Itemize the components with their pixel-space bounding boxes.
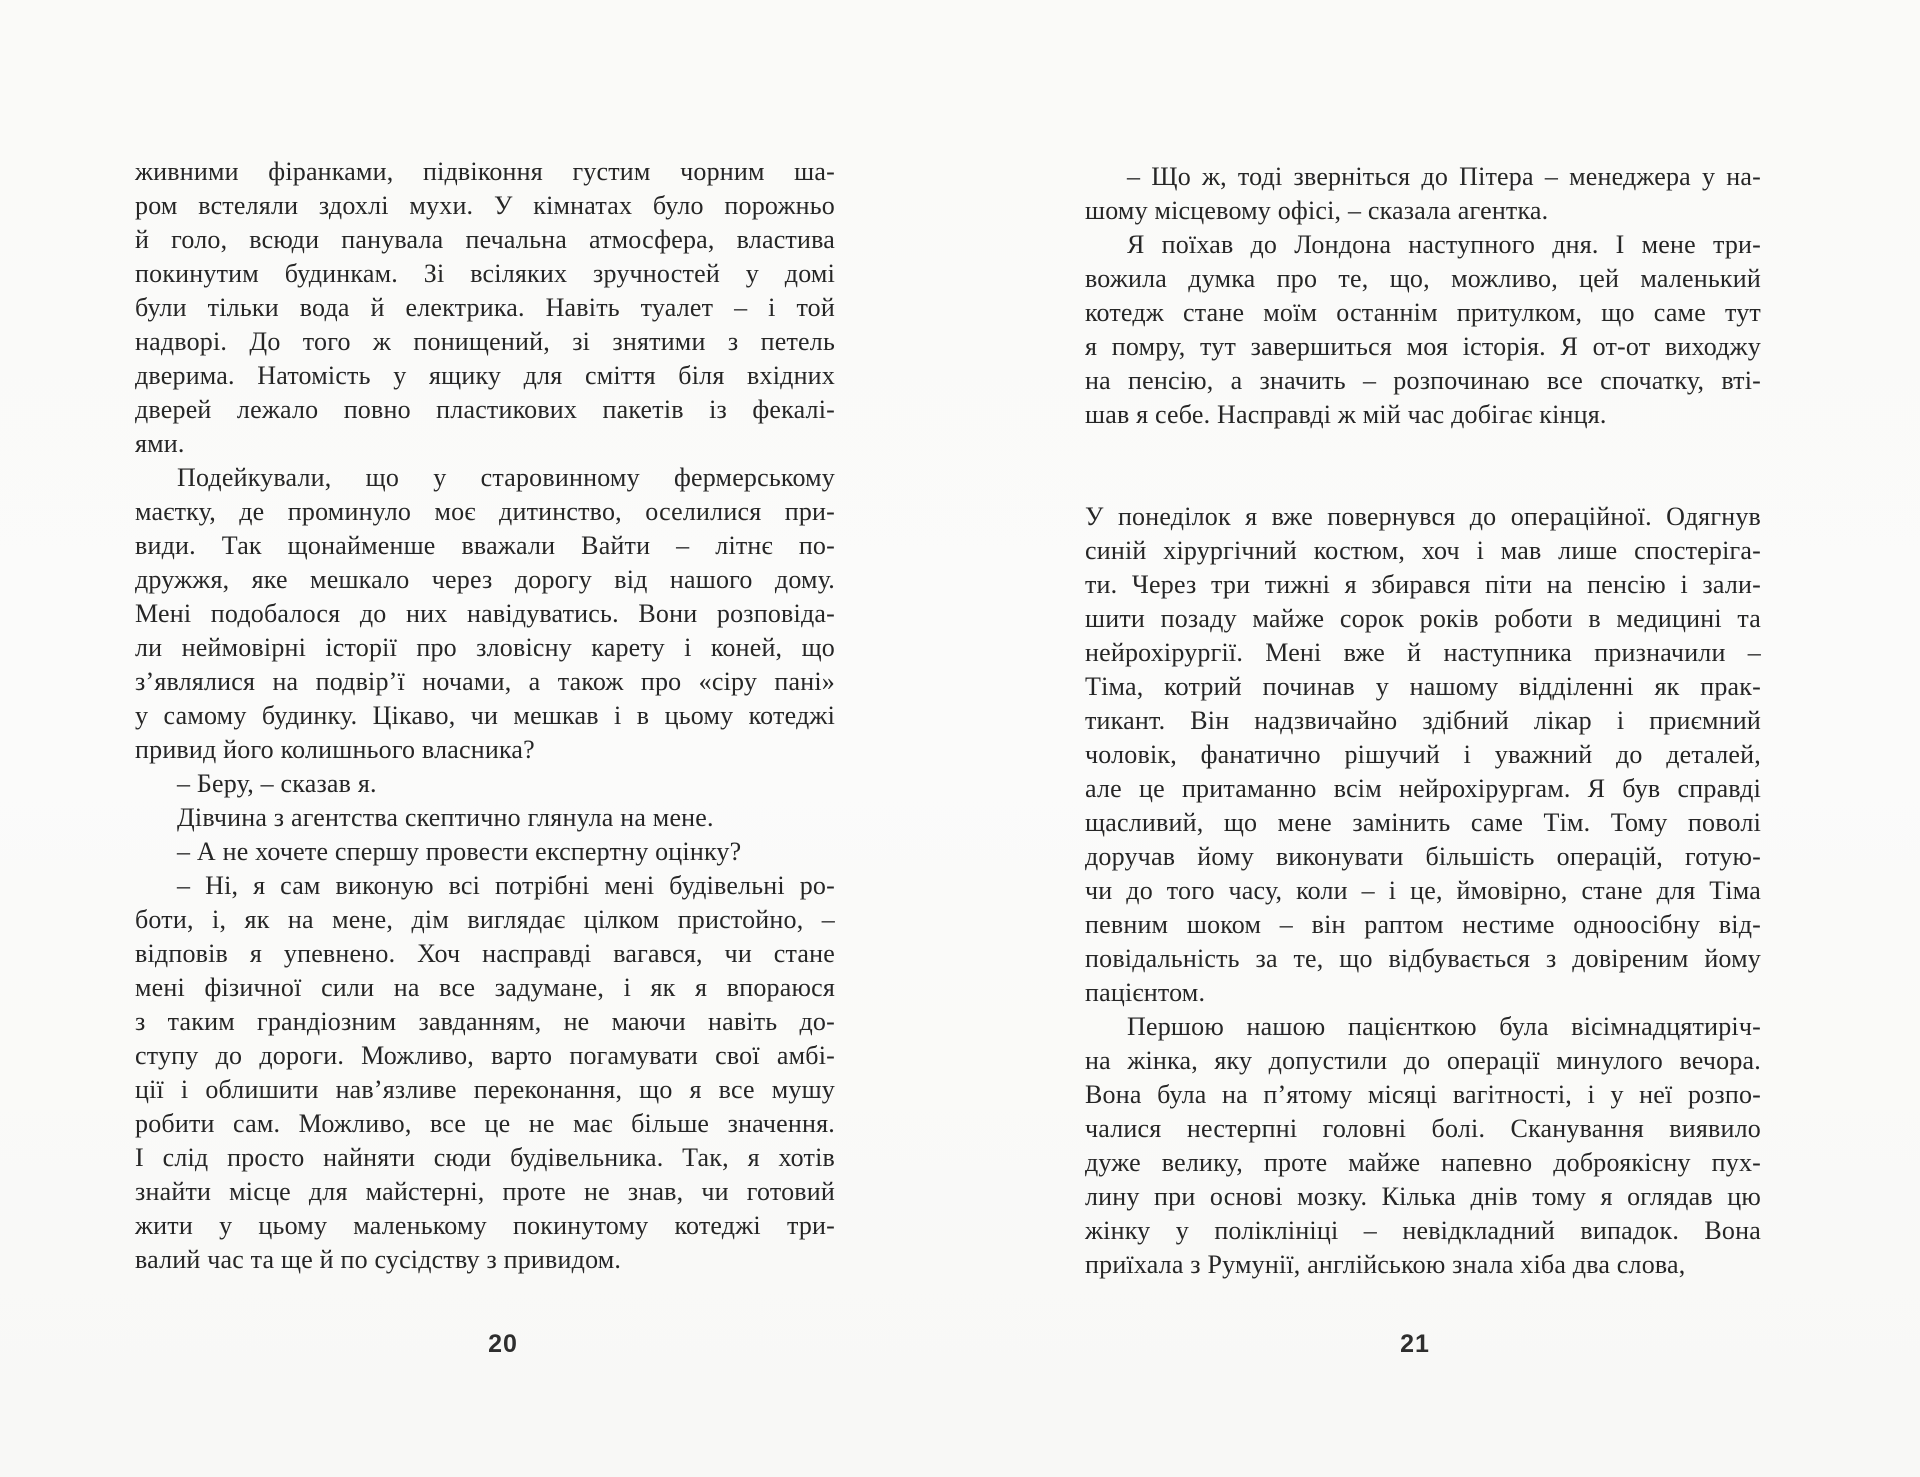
text-line: ти. Через три тижні я збирався піти на пенсію і зали- [1085,570,1761,599]
text-line: дуже велику, проте майже напевно доброякісну пух- [1085,1148,1761,1177]
text-line: нейрохірургії. Мені вже й наступника призначили – [1085,638,1761,667]
text-line: тикант. Він надзвичайно здібний лікар і приємний [1085,706,1761,735]
text-line: – Ні, я сам виконую всі потрібні мені будівельні ро- [177,871,835,900]
text-line: шити позаду майже сорок років роботи в медицині та [1085,604,1761,633]
text-line: І слід просто найняти сюди будівельника. Так, я хотів [135,1143,835,1172]
text-line: – Беру, – сказав я. [177,769,377,798]
text-line: Дівчина з агентства скептично глянула на мене. [177,803,714,832]
text-line: Тіма, котрий починав у нашому відділенні як прак- [1085,672,1761,701]
text-line: чи до того часу, коли – і це, ймовірно, стане для Тіма [1085,876,1761,905]
left-page-number: 20 [488,1330,518,1358]
text-line: я помру, тут завершиться моя історія. Я от-от виходжу [1085,332,1761,361]
text-line: ції і облишити нав’язливе переконання, що я все мушу [135,1075,835,1104]
text-line: привид його колишнього власника? [135,735,535,764]
text-line: – Що ж, тоді зверніться до Пітера – менеджера у на- [1127,162,1761,191]
text-line: відповів я упевнено. Хоч насправді вагався, чи стане [135,939,835,968]
text-line: приїхала з Румунії, англійською знала хіба два слова, [1085,1250,1686,1279]
text-line: дружжя, яке мешкало через дорогу від нашого дому. [135,565,835,594]
text-line: Подейкували, що у старовинному фермерському [177,463,835,492]
text-line: чоловік, фанатично рішучий і уважний до деталей, [1085,740,1761,769]
text-line: валий час та ще й по сусідству з привидом. [135,1245,622,1274]
text-line: доручав йому виконувати більшість операцій, готую- [1085,842,1761,871]
text-line: певним шоком – він раптом нестиме одноосібну від- [1085,910,1761,939]
text-line: – А не хочете спершу провести експертну оцінку? [177,837,742,866]
text-line: з таким грандіозним завданням, не маючи навіть до- [135,1007,835,1036]
text-line: робити сам. Можливо, все це не має більше значення. [135,1109,835,1138]
text-line: з’являлися на подвір’ї ночами, а також про «сіру пані» [135,667,835,696]
text-line: але це притаманно всім нейрохірургам. Я був справді [1085,774,1761,803]
text-line: на жінка, яку допустили до операції минулого вечора. [1085,1046,1761,1075]
text-line: чалися нестерпні головні болі. Сканування виявило [1085,1114,1761,1143]
text-line: дверима. Натомість у ящику для сміття біля вхідних [135,361,835,390]
right-page-number: 21 [1400,1330,1430,1358]
text-line: знайти місце для майстерні, проте не знав, чи готовий [135,1177,835,1206]
text-line: у самому будинку. Цікаво, чи мешкав і в цьому котеджі [135,701,835,730]
text-line: пацієнтом. [1085,978,1206,1007]
text-line: котедж стане моїм останнім притулком, що саме тут [1085,298,1761,327]
text-line: шав я себе. Насправді ж мій час добігає кінця. [1085,400,1607,429]
text-line: живними фіранками, підвіконня густим чорним ша- [135,157,835,186]
blank-line [1085,432,1761,466]
right-page-text [1085,160,1761,1282]
text-line: надворі. До того ж понищений, зі знятими з петель [135,327,835,356]
text-line: щасливий, що мене замінить саме Тім. Тому поволі [1085,808,1761,837]
text-line: ями. [135,429,185,458]
blank-line [1085,466,1761,500]
text-line: Вона була на п’ятому місяці вагітності, і у неї розпо- [1085,1080,1761,1109]
text-line: лину при основі мозку. Кілька днів тому я оглядав цю [1085,1182,1761,1211]
text-line: мені фізичної сили на все задумане, і як я впораюся [135,973,835,1002]
text-line: синій хірургічний костюм, хоч і мав лише спостеріга- [1085,536,1761,565]
text-line: Мені подобалося до них навідуватись. Вони розповіда- [135,599,835,628]
text-line: ступу до дороги. Можливо, варто погамувати свої амбі- [135,1041,835,1070]
text-line: й голо, всюди панувала печальна атмосфера, властива [135,225,835,254]
text-line: повідальність за те, що відбувається з довіреним йому [1085,944,1761,973]
text-line: У понеділок я вже повернувся до операційної. Одягнув [1085,502,1761,531]
text-line: Першою нашою пацієнткою була вісімнадцятиріч- [1127,1012,1761,1041]
text-line: жити у цьому маленькому покинутому котеджі три- [135,1211,835,1240]
text-line: на пенсію, а значить – розпочинаю все спочатку, вті- [1085,366,1761,395]
text-line: були тільки вода й електрика. Навіть туалет – і той [135,293,835,322]
text-line: ли неймовірні історії про зловісну карету і коней, що [135,633,835,662]
text-line: боти, і, як на мене, дім виглядає цілком пристойно, – [135,905,835,934]
left-page-text [135,155,835,1277]
text-line: покинутим будинкам. Зі всіляких зручностей у домі [135,259,835,288]
text-line: ром встеляли здохлі мухи. У кімнатах було порожньо [135,191,835,220]
text-line: Я поїхав до Лондона наступного дня. І мене три- [1127,230,1761,259]
text-line: види. Так щонайменше вважали Вайти – літнє по- [135,531,835,560]
text-line: жінку у поліклініці – невідкладний випадок. Вона [1085,1216,1761,1245]
text-line: вожила думка про те, що, можливо, цей маленький [1085,264,1761,293]
text-line: шому місцевому офісі, – сказала агентка. [1085,196,1549,225]
text-line: дверей лежало повно пластикових пакетів із фекалі- [135,395,835,424]
text-line: маєтку, де проминуло моє дитинство, оселилися при- [135,497,835,526]
